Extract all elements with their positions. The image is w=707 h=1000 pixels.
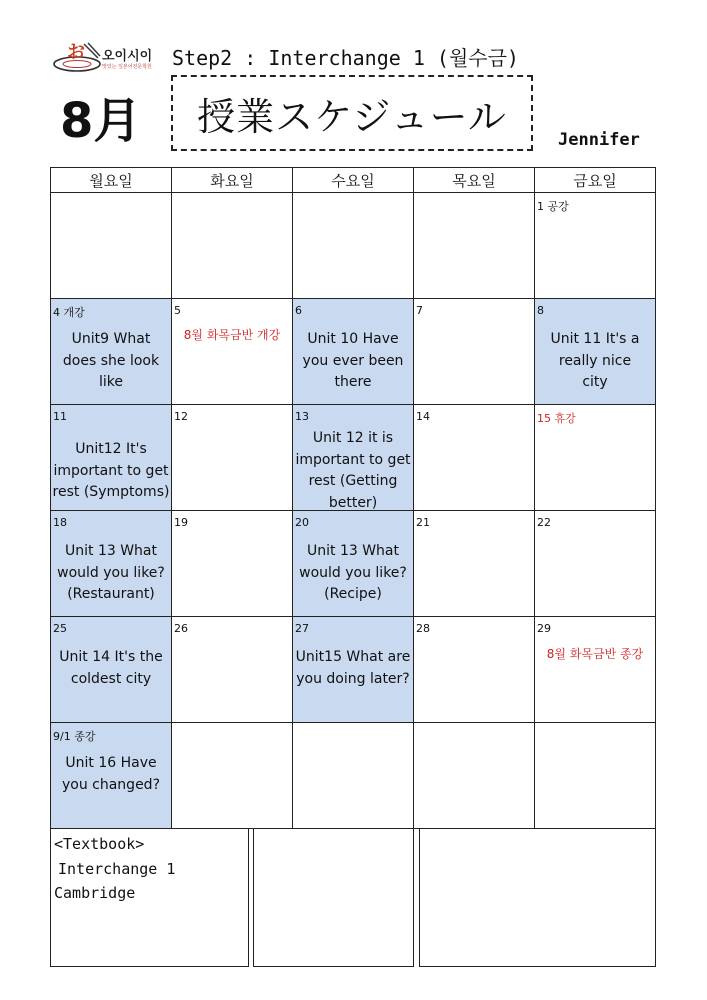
lesson-text: Unit15 What are you doing later? <box>295 649 411 687</box>
day-number: 7 <box>416 304 423 317</box>
textbook-name: Interchange 1 <box>58 859 176 878</box>
class-note: 8월 화목금반 개강 <box>183 328 281 342</box>
lesson-text: Unit 10 Have you ever been there <box>302 331 404 390</box>
day-cell <box>293 299 414 405</box>
day-cell <box>414 299 535 405</box>
notes-box <box>419 828 656 967</box>
day-cell <box>172 193 293 299</box>
day-cell <box>535 617 656 723</box>
day-cell <box>51 511 172 617</box>
day-number: 11 <box>53 410 67 423</box>
day-number: 18 <box>53 516 67 529</box>
lesson-text: Unit 16 Have you changed? <box>61 755 160 793</box>
day-cell <box>51 617 172 723</box>
day-number: 25 <box>53 622 67 635</box>
day-cell <box>535 193 656 299</box>
svg-text:お: お <box>67 42 85 63</box>
lesson-text: Unit 13 What would you like? (Restaurant) <box>57 543 165 602</box>
textbook-box <box>50 828 249 967</box>
day-cell <box>172 511 293 617</box>
calendar-week <box>51 617 656 723</box>
day-cell <box>414 617 535 723</box>
day-number: 15 휴강 <box>537 412 576 425</box>
calendar-table <box>50 167 656 829</box>
day-number: 29 <box>537 622 551 635</box>
day-cell <box>414 511 535 617</box>
day-cell <box>51 723 172 829</box>
lesson-text: Unit12 It's important to get rest (Symptoms) <box>52 441 170 500</box>
calendar-week <box>51 299 656 405</box>
weekday-header-row <box>51 168 656 193</box>
day-cell <box>414 723 535 829</box>
weekday-header: 금요일 <box>535 168 656 193</box>
day-number: 8 <box>537 304 544 317</box>
day-cell <box>51 299 172 405</box>
day-cell <box>414 193 535 299</box>
day-cell <box>172 617 293 723</box>
day-number: 22 <box>537 516 551 529</box>
day-number: 27 <box>295 622 309 635</box>
lesson-text: Unit 13 What would you like? (Recipe) <box>299 543 407 602</box>
day-cell <box>293 723 414 829</box>
day-number: 14 <box>416 410 430 423</box>
month-label: 8月 <box>60 93 142 149</box>
day-cell <box>414 405 535 511</box>
logo-subtitle: 맛있는 일본어전문학원 <box>102 64 152 70</box>
calendar-week <box>51 405 656 511</box>
day-number: 4 개강 <box>53 306 85 319</box>
calendar-week <box>51 193 656 299</box>
day-number: 28 <box>416 622 430 635</box>
lesson-text: Unit 12 it is important to get rest (Getting better) <box>295 430 411 511</box>
day-cell <box>293 193 414 299</box>
teacher-name: Jennifer <box>558 130 640 150</box>
day-number: 21 <box>416 516 430 529</box>
day-number: 19 <box>174 516 188 529</box>
calendar-week <box>51 511 656 617</box>
day-cell <box>535 723 656 829</box>
lesson-text: Unit9 What does she look like <box>62 331 160 390</box>
day-number: 20 <box>295 516 309 529</box>
day-cell <box>172 405 293 511</box>
textbook-label: <Textbook> <box>54 835 145 853</box>
textbook-publisher: Cambridge <box>54 884 136 902</box>
day-number: 5 <box>174 304 181 317</box>
day-cell <box>293 511 414 617</box>
day-cell <box>293 617 414 723</box>
weekday-header: 화요일 <box>172 168 293 193</box>
day-number: 9/1 종강 <box>53 730 96 743</box>
logo-text: 오이시이 <box>102 49 153 64</box>
day-cell <box>172 723 293 829</box>
notes-box <box>253 828 414 967</box>
day-cell <box>535 405 656 511</box>
day-number: 12 <box>174 410 188 423</box>
weekday-header: 목요일 <box>414 168 535 193</box>
day-cell <box>51 193 172 299</box>
day-cell <box>293 405 414 511</box>
schedule-title: 授業スケジュール <box>171 75 533 151</box>
lesson-text: Unit 14 It's the coldest city <box>59 649 163 687</box>
day-number: 6 <box>295 304 302 317</box>
calendar-week <box>51 723 656 829</box>
day-cell <box>172 299 293 405</box>
day-cell <box>51 405 172 511</box>
day-cell <box>535 299 656 405</box>
class-note: 8월 화목금반 종강 <box>546 647 644 661</box>
course-title: Step2 : Interchange 1 (월수금) <box>172 46 519 70</box>
lesson-text: Unit 11 It's a really nice city <box>550 331 640 390</box>
weekday-header: 수요일 <box>293 168 414 193</box>
day-number: 26 <box>174 622 188 635</box>
day-number: 13 <box>295 410 309 423</box>
weekday-header: 월요일 <box>51 168 172 193</box>
day-number: 1 공강 <box>537 200 569 213</box>
day-cell <box>535 511 656 617</box>
